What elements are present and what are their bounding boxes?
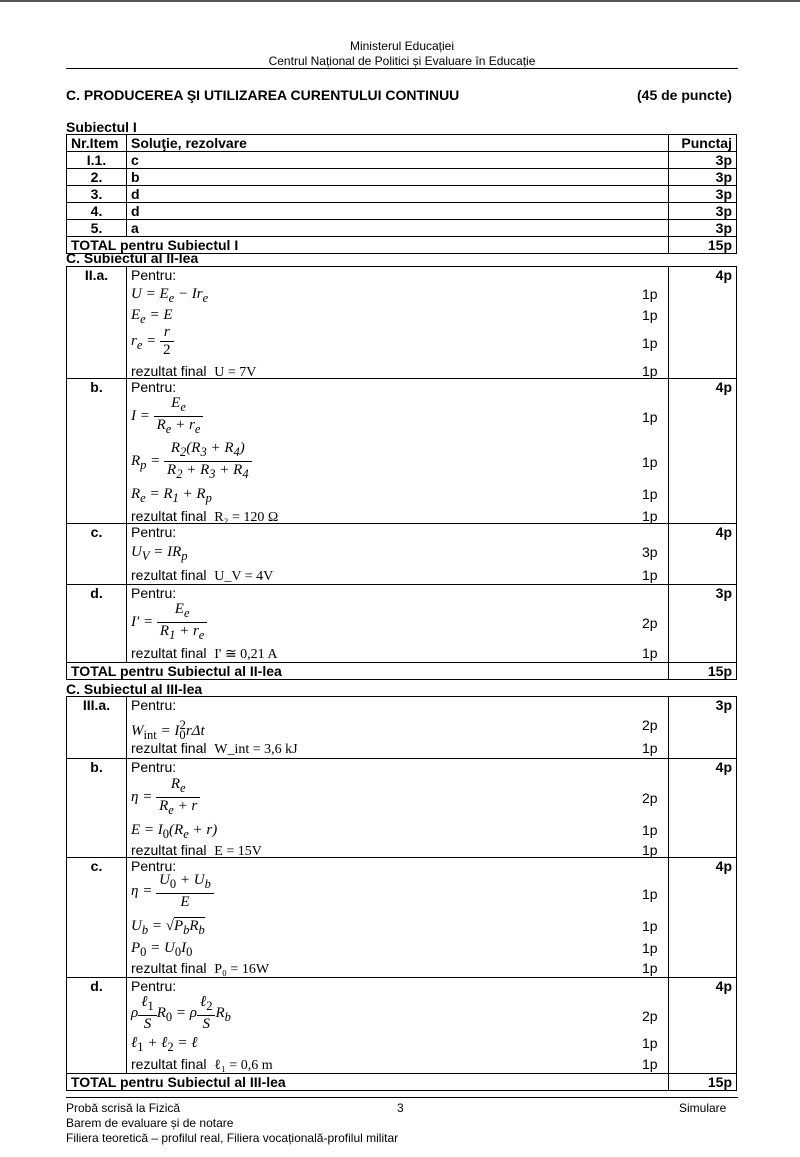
- table-row: [67, 585, 737, 663]
- subject-1-table: [66, 134, 737, 254]
- final-label: rezultat final: [131, 960, 207, 976]
- answer: b: [127, 169, 669, 186]
- total-row: [67, 1074, 737, 1091]
- item-number: c.: [67, 524, 127, 585]
- subject-2-heading: C. Subiectul al II-lea: [66, 250, 199, 266]
- item-number: III.a.: [67, 697, 127, 759]
- solution-cell: [127, 585, 669, 663]
- table-header-row: [67, 135, 737, 152]
- final-line: [127, 1056, 668, 1074]
- item-points: 4p: [669, 858, 737, 978]
- item-points: 3p: [669, 186, 737, 203]
- table-row: [67, 524, 737, 585]
- line-points: 1p: [642, 508, 658, 524]
- total-points: 15p: [669, 1074, 737, 1091]
- item-number: 2.: [67, 169, 127, 186]
- subject-1-heading: Subiectul I: [66, 119, 137, 135]
- final-result: U = 7V: [214, 365, 257, 380]
- item-number: b.: [67, 759, 127, 858]
- formula-line: η = $\frac{U_0 + U_b}{E}$ 1p: [131, 872, 658, 910]
- page-number: 3: [397, 1101, 404, 1115]
- final-label: rezultat final: [131, 842, 207, 858]
- solution-cell: [127, 267, 669, 379]
- section-title: C. PRODUCEREA ŞI UTILIZAREA CURENTULUI CONTINUU: [66, 87, 460, 103]
- line-points: 1p: [642, 940, 658, 956]
- item-number: d.: [67, 978, 127, 1074]
- final-line: [127, 567, 668, 585]
- final-label: rezultat final: [131, 363, 207, 379]
- line-points: 2p: [642, 717, 658, 733]
- intro-text: Pentru:: [131, 978, 177, 994]
- line-points: 1p: [642, 486, 658, 502]
- footer-barem: Barem de evaluare și de notare: [66, 1116, 234, 1130]
- solution-cell: [127, 697, 669, 759]
- final-result: I' ≅ 0,21 A: [214, 647, 278, 662]
- line-points: 1p: [642, 1056, 658, 1072]
- item-number: b.: [67, 379, 127, 524]
- ministry-name: Ministerul Educației: [349, 39, 455, 53]
- final-result: E = 15V: [214, 844, 262, 859]
- item-points: 4p: [669, 379, 737, 524]
- formula-line: $r_e$ = $\frac{r}{2}$ 1p: [131, 324, 658, 358]
- subject-2-table: [66, 266, 737, 680]
- formula-line: $P_0 = U_0I_0$ 1p: [131, 940, 658, 959]
- final-result: U_V = 4V: [214, 569, 274, 584]
- item-number: II.a.: [67, 267, 127, 379]
- final-result: R₂ = 120 Ω: [214, 510, 279, 525]
- table-row: [67, 203, 737, 220]
- table-row: [67, 152, 737, 169]
- total-points: 15p: [669, 237, 737, 254]
- top-border: [0, 0, 800, 2]
- item-points: 4p: [669, 267, 737, 379]
- item-number: 4.: [67, 203, 127, 220]
- line-points: 1p: [642, 886, 658, 902]
- formula-line: $U_V = IR_p$ 3p: [131, 544, 658, 563]
- answer: a: [127, 220, 669, 237]
- formula-line: $R_e = R_1 + R_p$ 1p: [131, 486, 658, 505]
- intro-text: Pentru:: [131, 524, 177, 540]
- final-result: W_int = 3,6 kJ: [214, 742, 298, 757]
- footer-stream: Filiera teoretică – profilul real, Filiera vocațională-profilul militar: [66, 1131, 399, 1145]
- table-row: [67, 267, 737, 379]
- table-row: [67, 978, 737, 1074]
- solution-cell: [127, 524, 669, 585]
- total-row: [67, 663, 737, 680]
- table-row: [67, 379, 737, 524]
- item-points: 3p: [669, 152, 737, 169]
- subject-3-heading: C. Subiectul al III-lea: [66, 681, 203, 697]
- formula-line: $U_b = √P_bR_b$ 1p: [131, 918, 658, 937]
- answer: c: [127, 152, 669, 169]
- total-points: 15p: [669, 663, 737, 680]
- line-points: 1p: [642, 842, 658, 858]
- formula-line: I = $\frac{E_e}{R_e + r_e}$ 1p: [131, 395, 658, 436]
- total-label: TOTAL pentru Subiectul al III-lea: [67, 1074, 669, 1091]
- section-points: (45 de puncte): [637, 87, 732, 103]
- line-points: 3p: [642, 544, 658, 560]
- answer: d: [127, 186, 669, 203]
- formula-line: η = $\frac{R_e}{R_e + r}$ 2p: [131, 776, 658, 817]
- item-points: 3p: [669, 220, 737, 237]
- solution-cell: [127, 379, 669, 524]
- total-label: TOTAL pentru Subiectul al II-lea: [67, 663, 669, 680]
- table-row: [67, 697, 737, 759]
- formula-line: $U = E_e - Ir_e$ 1p: [131, 286, 658, 305]
- item-points: 3p: [669, 697, 737, 759]
- formula-line: I′ = $\frac{E_e}{R_1 + r_e}$ 2p: [131, 601, 658, 642]
- formula-line: $E = I_0(R_e + r)$ 1p: [131, 822, 658, 841]
- final-line: [127, 960, 668, 978]
- solution-cell: [127, 759, 669, 858]
- intro-text: Pentru:: [131, 379, 177, 395]
- intro-text: Pentru:: [131, 585, 177, 601]
- item-points: 4p: [669, 978, 737, 1074]
- item-number: I.1.: [67, 152, 127, 169]
- item-points: 4p: [669, 524, 737, 585]
- line-points: 1p: [642, 307, 658, 323]
- solution-cell: [127, 978, 669, 1074]
- final-label: rezultat final: [131, 740, 207, 756]
- line-points: 1p: [642, 918, 658, 934]
- line-points: 2p: [642, 790, 658, 806]
- table-row: [67, 220, 737, 237]
- item-number: c.: [67, 858, 127, 978]
- table-row: [67, 169, 737, 186]
- final-result: ℓ₁ = 0,6 m: [214, 1058, 273, 1073]
- line-points: 1p: [642, 363, 658, 379]
- formula-line: $R_p$ = $\frac{R_2(R_3 + R_4)}{R_2 + R_3 + R_4}$ 1p: [131, 440, 658, 481]
- line-points: 1p: [642, 645, 658, 661]
- final-label: rezultat final: [131, 645, 207, 661]
- line-points: 1p: [642, 286, 658, 302]
- total-label: TOTAL pentru Subiectul I: [67, 237, 669, 254]
- col-item-header: Nr.Item: [67, 135, 127, 152]
- solution-cell: [127, 858, 669, 978]
- final-label: rezultat final: [131, 508, 207, 524]
- final-label: rezultat final: [131, 567, 207, 583]
- line-points: 1p: [642, 335, 658, 351]
- center-name: Centrul Național de Politici și Evaluare în Educație: [268, 54, 536, 68]
- formula-line: $W_{int} = I_0^2r\Delta t$ 2p: [131, 717, 658, 742]
- item-number: 3.: [67, 186, 127, 203]
- line-points: 2p: [642, 615, 658, 631]
- formula-line: $E_e = E$ 1p: [131, 307, 658, 326]
- line-points: 1p: [642, 740, 658, 756]
- item-points: 3p: [669, 169, 737, 186]
- col-points-header: Punctaj: [669, 135, 737, 152]
- line-points: 1p: [642, 1035, 658, 1051]
- intro-text: Pentru:: [131, 267, 177, 283]
- line-points: 1p: [642, 409, 658, 425]
- header-rule: [66, 68, 738, 69]
- table-row: [67, 759, 737, 858]
- table-row: [67, 858, 737, 978]
- intro-text: Pentru:: [131, 759, 177, 775]
- line-points: 1p: [642, 454, 658, 470]
- col-solution-header: Soluţie, rezolvare: [127, 135, 669, 152]
- footer-rule: [66, 1097, 738, 1098]
- formula-line: ℓ$_1$ + ℓ$_2$ = ℓ 1p: [131, 1035, 658, 1054]
- intro-text: Pentru:: [131, 858, 177, 874]
- line-points: 1p: [642, 822, 658, 838]
- footer-exam: Probă scrisă la Fizică: [66, 1101, 181, 1115]
- table-row: [67, 186, 737, 203]
- line-points: 2p: [642, 1008, 658, 1024]
- item-number: 5.: [67, 220, 127, 237]
- line-points: 1p: [642, 960, 658, 976]
- item-points: 3p: [669, 203, 737, 220]
- item-points: 4p: [669, 759, 737, 858]
- footer-type: Simulare: [679, 1101, 727, 1115]
- subject-3-table: [66, 696, 737, 1091]
- final-label: rezultat final: [131, 1056, 207, 1072]
- final-line: [127, 740, 668, 758]
- final-result: P₀ = 16W: [214, 962, 270, 977]
- final-line: [127, 645, 668, 663]
- answer: d: [127, 203, 669, 220]
- line-points: 1p: [642, 567, 658, 583]
- item-number: d.: [67, 585, 127, 663]
- intro-text: Pentru:: [131, 697, 177, 713]
- formula-line: ρ $\frac{\ell_1}{S}$ $R_0 = \rho$ $\frac{\ell_2}{S}$ $R_b$ 2p: [131, 994, 658, 1032]
- item-points: 3p: [669, 585, 737, 663]
